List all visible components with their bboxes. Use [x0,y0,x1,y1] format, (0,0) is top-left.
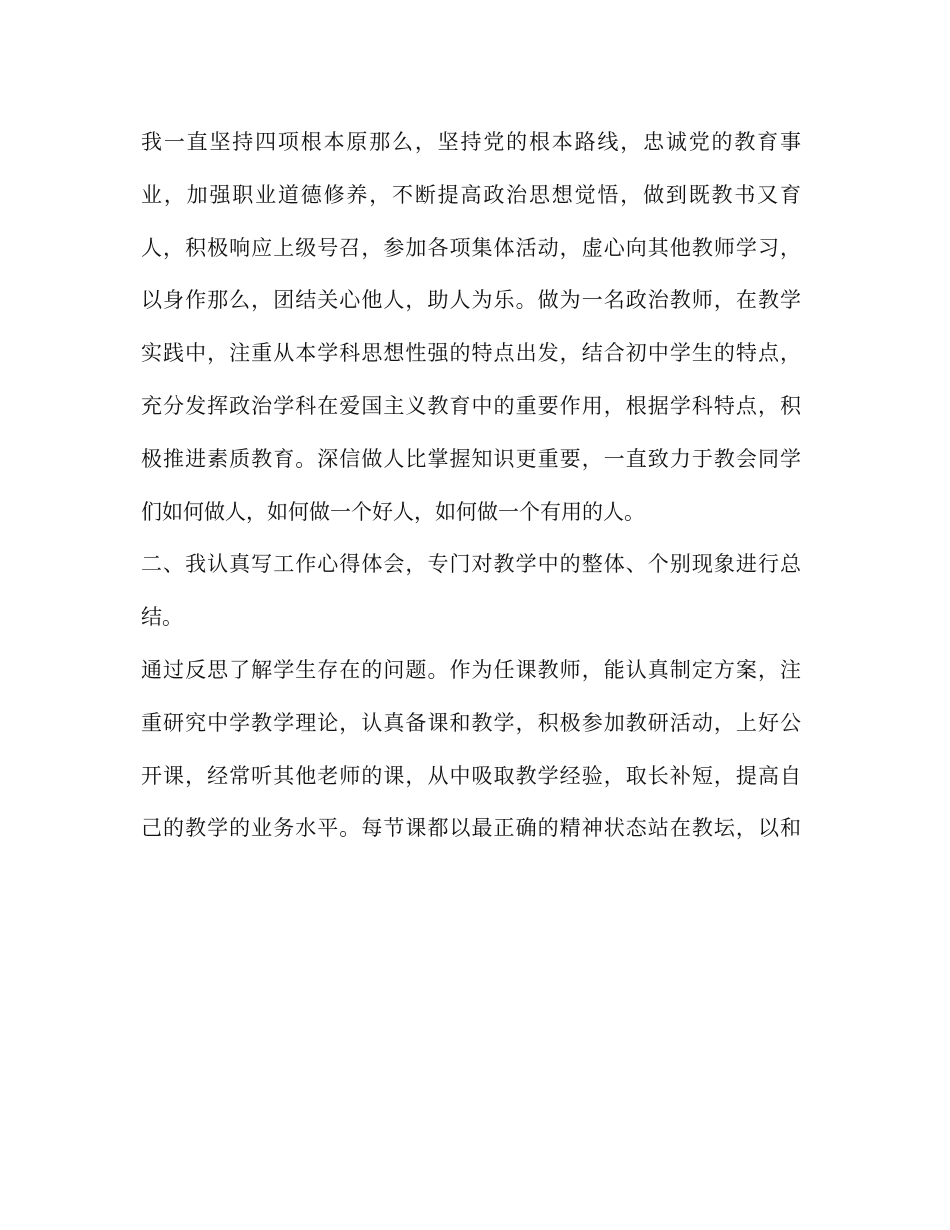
text-line: 以身作那么，团结关心他人，助人为乐。做为一名政治教师，在教学 [141,288,801,313]
text-line: 结。 [141,605,183,630]
text-line: 我一直坚持四项根本原那么，坚持党的根本路线，忠诚党的教育事 [141,130,801,154]
text-line: 们如何做人，如何做一个好人，如何做一个有用的人。 [141,499,645,524]
text-line: 二、我认真写工作心得体会，专门对教学中的整体、个别现象进行总 [141,552,801,577]
text-line: 极推进素质教育。深信做人比掌握知识更重要，一直致力于教会同学 [141,446,801,471]
body-text [141,120,801,859]
text-line: 开课，经常听其他老师的课，从中吸取教学经验，取长补短，提高自 [141,763,801,788]
text-line: 业，加强职业道德修养，不断提高政治思想觉悟，做到既教书又育 [141,182,801,207]
text-line: 实践中，注重从本学科思想性强的特点出发，结合初中学生的特点， [141,341,801,366]
text-line: 人，积极响应上级号召，参加各项集体活动，虚心向其他教师学习， [141,235,801,260]
text-line: 己的教学的业务水平。每节课都以最正确的精神状态站在教坛，以和 [141,816,801,841]
text-line: 重研究中学教学理论，认真备课和教学，积极参加教研活动，上好公 [141,710,801,735]
text-line: 通过反思了解学生存在的问题。作为任课教师，能认真制定方案，注 [141,657,801,682]
text-line: 充分发挥政治学科在爱国主义教育中的重要作用，根据学科特点，积 [141,393,801,418]
